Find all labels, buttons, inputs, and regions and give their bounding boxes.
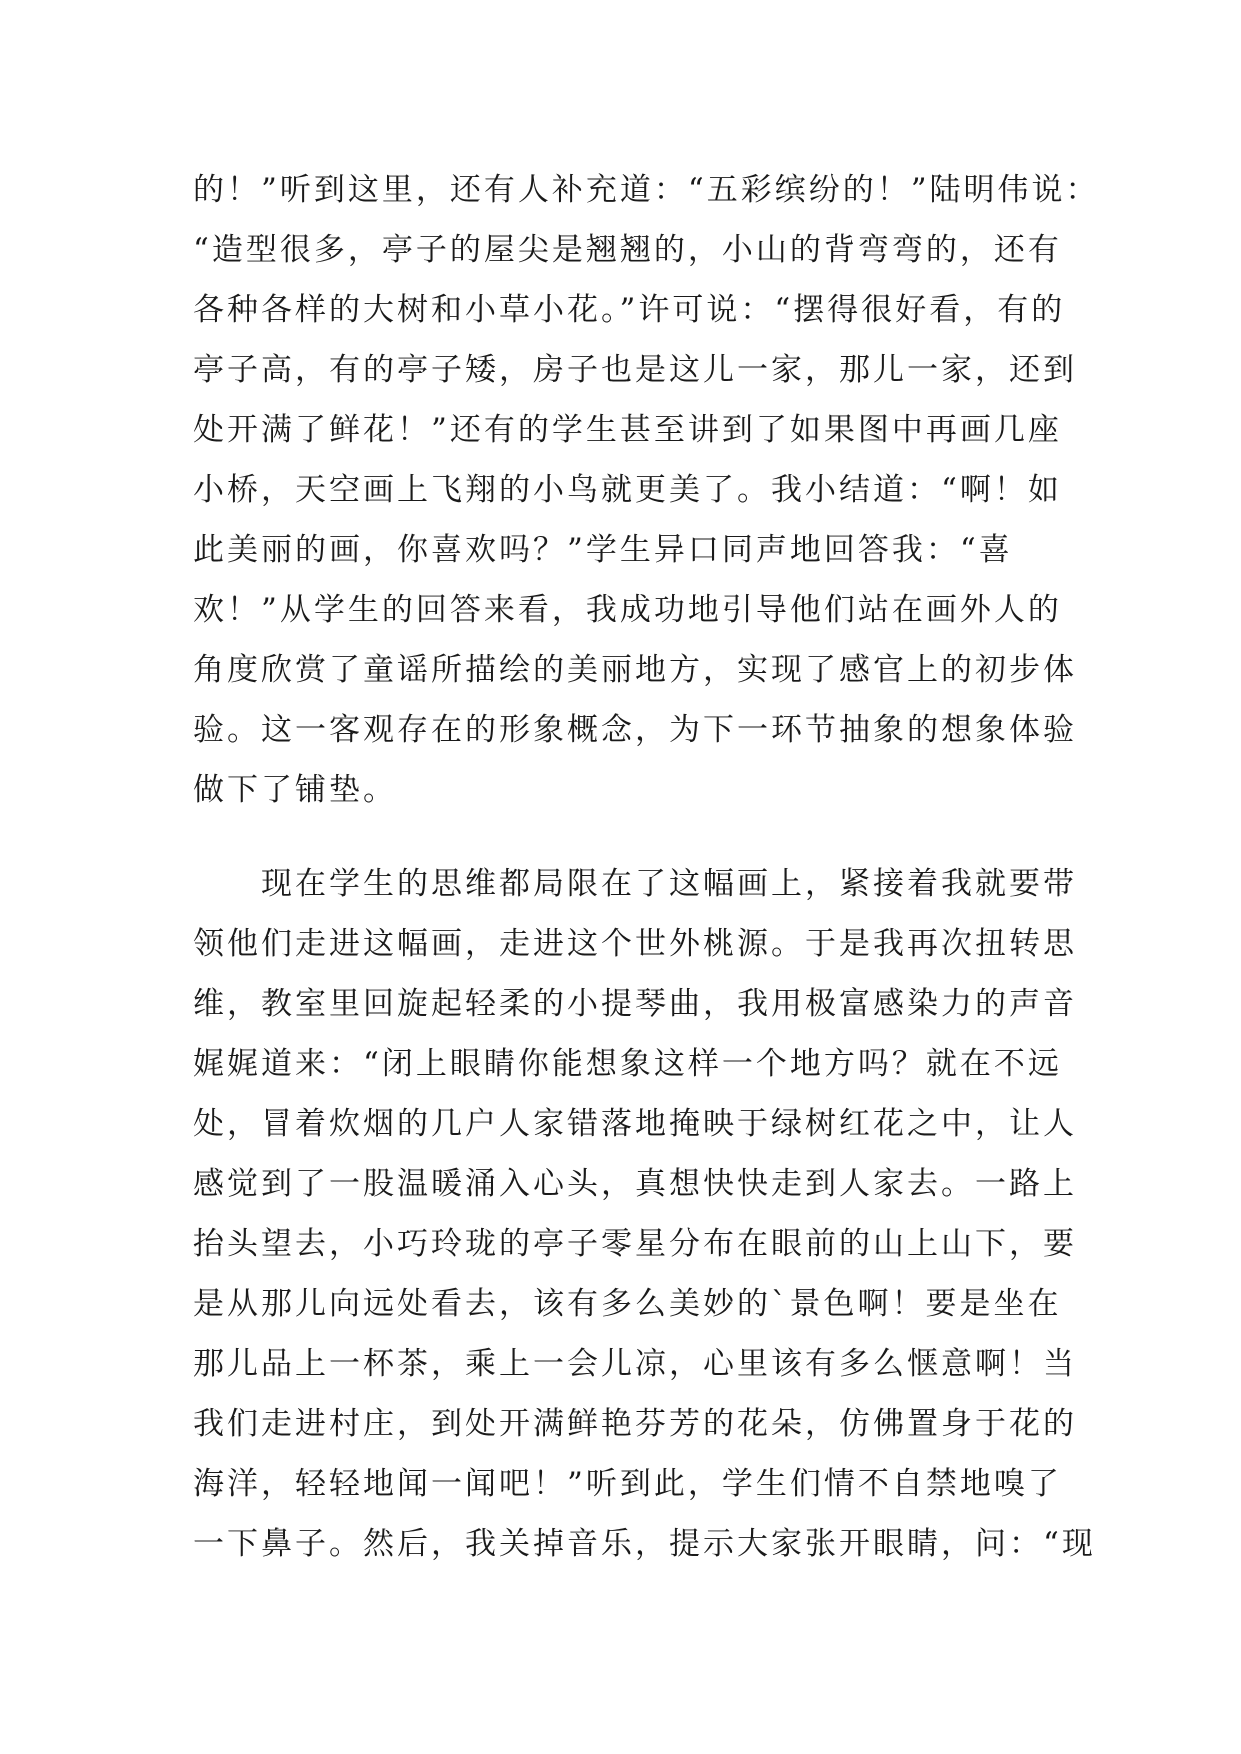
text-line: 验。这一客观存在的形象概念，为下一环节抽象的想象体验 [193,712,1077,748]
text-line: 角度欣赏了童谣所描绘的美丽地方，实现了感官上的初步体 [193,652,1077,688]
text-line: 海洋，轻轻地闻一闻吧！”听到此，学生们情不自禁地嗅了 [193,1466,1062,1502]
text-line: 处，冒着炊烟的几户人家错落地掩映于绿树红花之中，让人 [193,1106,1077,1142]
paragraph-1 [193,160,1100,820]
text-line: 的！”听到这里，还有人补充道：“五彩缤纷的！”陆明伟说： [193,172,1100,208]
text-line: 娓娓道来：“闭上眼睛你能想象这样一个地方吗？就在不远 [193,1046,1062,1082]
text-line: 做下了铺垫。 [193,772,397,808]
text-line: 一下鼻子。然后，我关掉音乐，提示大家张开眼睛，问：“现 [193,1526,1096,1562]
text-line: 小桥，天空画上飞翔的小鸟就更美了。我小结道：“啊！如 [193,472,1062,508]
text-line: 维，教室里回旋起轻柔的小提琴曲，我用极富感染力的声音 [193,986,1077,1022]
text-line: 各种各样的大树和小草小花。”许可说：“摆得很好看，有的 [193,292,1066,328]
text-line: 此美丽的画，你喜欢吗？”学生异口同声地回答我：“喜 [193,532,1013,568]
text-line: 感觉到了一股温暖涌入心头，真想快快走到人家去。一路上 [193,1166,1077,1202]
text-line: 处开满了鲜花！”还有的学生甚至讲到了如果图中再画几座 [193,412,1062,448]
text-line: 是从那儿向远处看去，该有多么美妙的`景色啊！要是坐在 [193,1286,1062,1322]
text-line: 现在学生的思维都局限在了这幅画上，紧接着我就要带 [193,866,1077,902]
text-line: 抬头望去，小巧玲珑的亭子零星分布在眼前的山上山下，要 [193,1226,1077,1262]
text-line: 那儿品上一杯茶，乘上一会儿凉，心里该有多么惬意啊！当 [193,1346,1077,1382]
text-line: 领他们走进这幅画，走进这个世外桃源。于是我再次扭转思 [193,926,1077,962]
paragraph-2 [193,854,1096,1574]
text-line: 欢！”从学生的回答来看，我成功地引导他们站在画外人的 [193,592,1062,628]
text-line: “造型很多，亭子的屋尖是翘翘的，小山的背弯弯的，还有 [193,232,1062,268]
text-line: 我们走进村庄，到处开满鲜艳芬芳的花朵，仿佛置身于花的 [193,1406,1077,1442]
text-line: 亭子高，有的亭子矮，房子也是这儿一家，那儿一家，还到 [193,352,1077,388]
